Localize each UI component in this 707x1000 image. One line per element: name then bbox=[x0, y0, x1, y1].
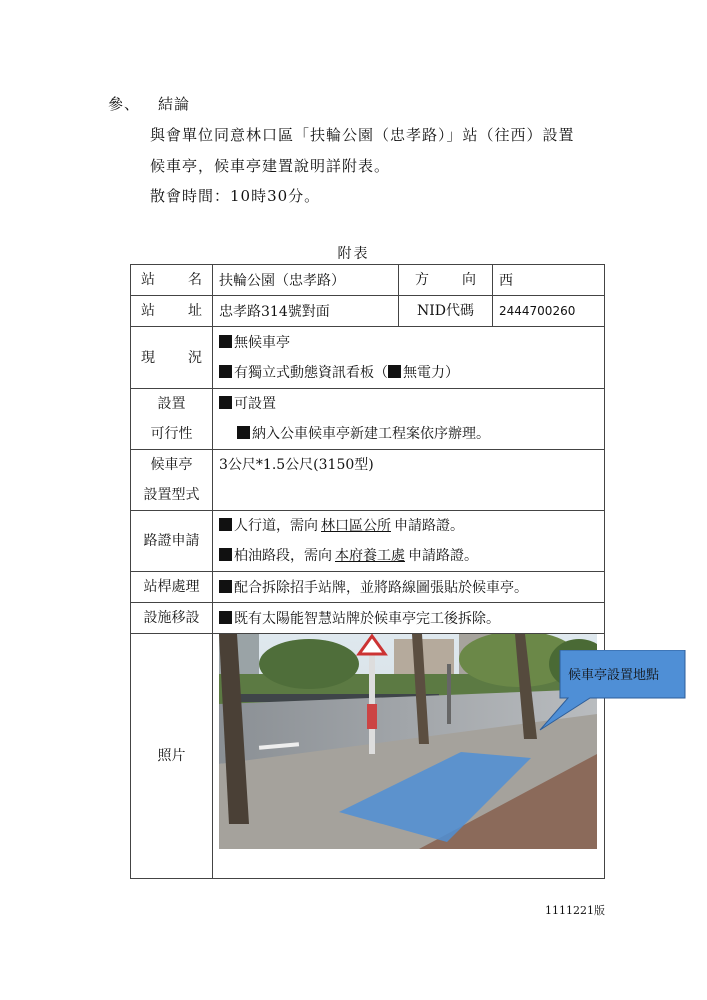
status-label: 現 況 bbox=[131, 327, 213, 389]
feasibility-value bbox=[213, 389, 605, 450]
section-number: 參、 bbox=[108, 95, 141, 113]
row-permit bbox=[131, 511, 605, 572]
status-value bbox=[213, 327, 605, 389]
row-sign-pole bbox=[131, 572, 605, 603]
checkbox-checked-icon bbox=[219, 518, 232, 531]
permit-label: 路證申請 bbox=[131, 511, 213, 572]
row-feasibility bbox=[131, 389, 605, 450]
section-heading bbox=[108, 93, 190, 114]
row-facility bbox=[131, 603, 605, 634]
annex-caption: 附表 bbox=[337, 246, 370, 262]
facility-label: 設施移設 bbox=[131, 603, 213, 634]
address-value: 忠孝路314號對面 bbox=[213, 296, 399, 327]
feasibility-label: 設置 可行性 bbox=[131, 389, 213, 450]
conclusion-line-1: 與會單位同意林口區「扶輪公園（忠孝路）」站（往西）設置 bbox=[150, 126, 575, 144]
shelter-type-value: 3公尺*1.5公尺(3150型) bbox=[213, 450, 605, 511]
feasibility-item-1: 可設置 bbox=[234, 396, 276, 412]
row-address bbox=[131, 296, 605, 327]
address-label: 站 址 bbox=[131, 296, 213, 327]
checkbox-checked-icon bbox=[388, 365, 401, 378]
direction-label: 方 向 bbox=[399, 265, 493, 296]
row-station-name bbox=[131, 265, 605, 296]
facility-value: 既有太陽能智慧站牌於候車亭完工後拆除。 bbox=[213, 603, 605, 634]
checkbox-checked-icon bbox=[237, 426, 250, 439]
nid-label: NID代碼 bbox=[399, 296, 493, 327]
row-shelter-type bbox=[131, 450, 605, 511]
row-status bbox=[131, 327, 605, 389]
conclusion-line-2: 候車亭，候車亭建置說明詳附表。 bbox=[150, 157, 391, 175]
version-footer: 1111221版 bbox=[545, 904, 605, 917]
permit-office-1: 林口區公所 bbox=[321, 518, 391, 534]
shelter-type-label: 候車亭 設置型式 bbox=[131, 450, 213, 511]
callout-text: 候車亭設置地點 bbox=[568, 668, 660, 683]
status-item-1: 無候車亭 bbox=[234, 334, 290, 351]
checkbox-checked-icon bbox=[219, 365, 232, 378]
station-name-value: 扶輪公園（忠孝路） bbox=[213, 265, 399, 296]
checkbox-checked-icon bbox=[219, 548, 232, 561]
status-item-2-power: 無電力） bbox=[403, 364, 459, 381]
checkbox-checked-icon bbox=[219, 580, 232, 593]
checkbox-checked-icon bbox=[219, 611, 232, 624]
section-title: 結論 bbox=[158, 95, 191, 113]
feasibility-item-2: 納入公車候車亭新建工程案依序辦理。 bbox=[252, 426, 490, 442]
sign-pole-value: 配合拆除招手站牌，並將路線圖張貼於候車亭。 bbox=[213, 572, 605, 603]
status-item-2: 有獨立式動態資訊看板（ bbox=[234, 364, 388, 381]
checkbox-checked-icon bbox=[219, 396, 232, 409]
direction-value: 西 bbox=[493, 265, 605, 296]
annex-table bbox=[130, 264, 605, 879]
checkbox-checked-icon bbox=[219, 335, 232, 348]
adjourn-time: 散會時間：10時30分。 bbox=[150, 187, 321, 205]
sign-pole-label: 站桿處理 bbox=[131, 572, 213, 603]
permit-office-2: 本府養工處 bbox=[335, 548, 405, 564]
permit-value: 人行道，需向 林口區公所 申請路證。 柏油路段，需向 本府養工處 申請路證。 bbox=[213, 511, 605, 572]
nid-value: 2444700260 bbox=[493, 296, 605, 327]
photo-label: 照片 bbox=[131, 634, 213, 879]
station-name-label: 站 名 bbox=[131, 265, 213, 296]
